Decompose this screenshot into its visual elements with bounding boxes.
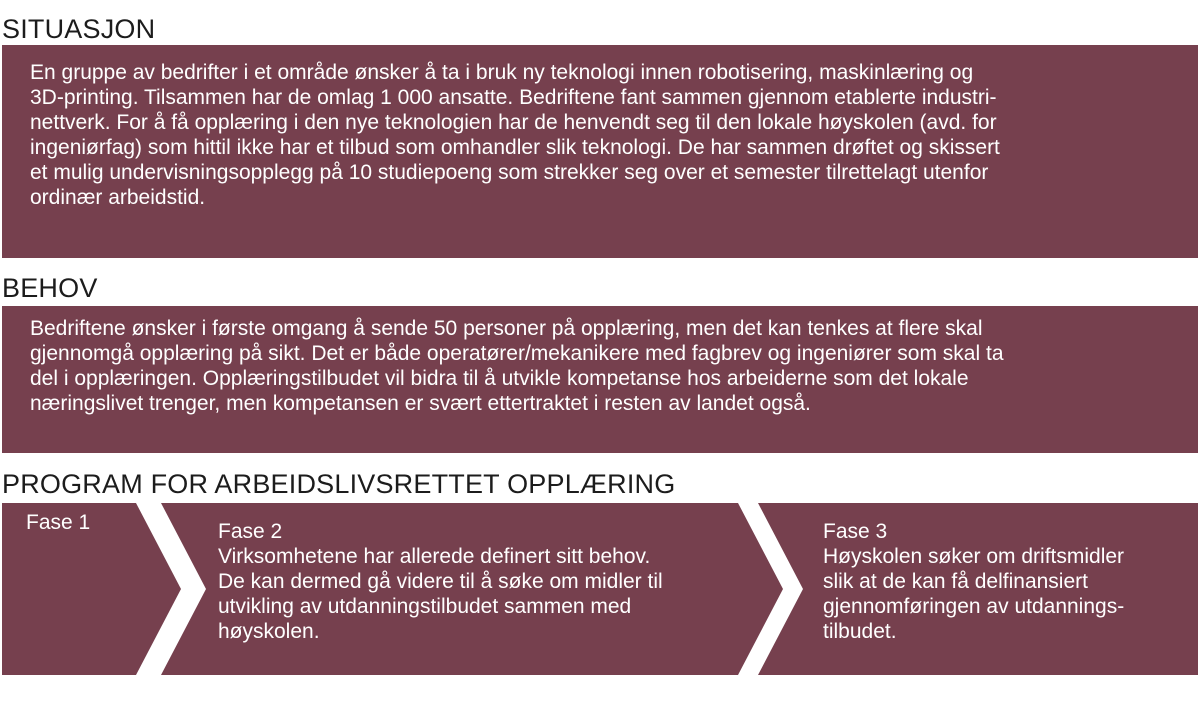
situation-text: En gruppe av bedrifter i et område ønsker å ta i bruk ny teknologi innen robotisering, maskinlæring og 3D-printing. Tilsammen har de omlag 1 000 ansatte. Bedriftene fant sammen gjennom etablerte industri- nettverk. For å få opplæring i den nye teknologien har de henvendt seg til den lokale høyskolen (avd. for ingeniørfag) som hittil ikke har et tilbud som omhandler slik teknologi. De har sammen drøftet og skissert et mulig undervisningsopplegg på 10 studiepoeng som strekker seg over et semester tilrettelagt utenfor ordinær arbeidstid.	[30, 61, 1000, 209]
situation-heading: SITUASJON	[2, 14, 156, 44]
phase-3-text: Høyskolen søker om driftsmidler slik at de kan få delfinansiert gjennomføringen av utdannings- tilbudet.	[823, 545, 1125, 643]
need-text: Bedriftene ønsker i første omgang å sende 50 personer på opplæring, men det kan tenkes at flere skal gjennomgå opplæring på sikt. Det er både operatører/mekanikere med fagbrev og ingeniører som skal ta del i opplæringen. Opplæringstilbudet vil bidra til å utvikle kompetanse hos arbeiderne som det lokale næringslivet trenger, men kompetansen er svært ettertraktet i resten av landet også.	[30, 317, 1004, 415]
phase-3-title: Fase 3	[823, 520, 888, 543]
phase-2-text: Virksomhetene har allerede definert sitt behov. De kan dermed gå videre til å søke om midler til utvikling av utdanningstilbudet sammen med høyskolen.	[218, 545, 663, 643]
phase-2-title: Fase 2	[218, 520, 283, 543]
phase-1-title: Fase 1	[26, 511, 91, 534]
need-heading: BEHOV	[2, 273, 98, 303]
program-heading: PROGRAM FOR ARBEIDSLIVSRETTET OPPLÆRING	[2, 469, 676, 499]
